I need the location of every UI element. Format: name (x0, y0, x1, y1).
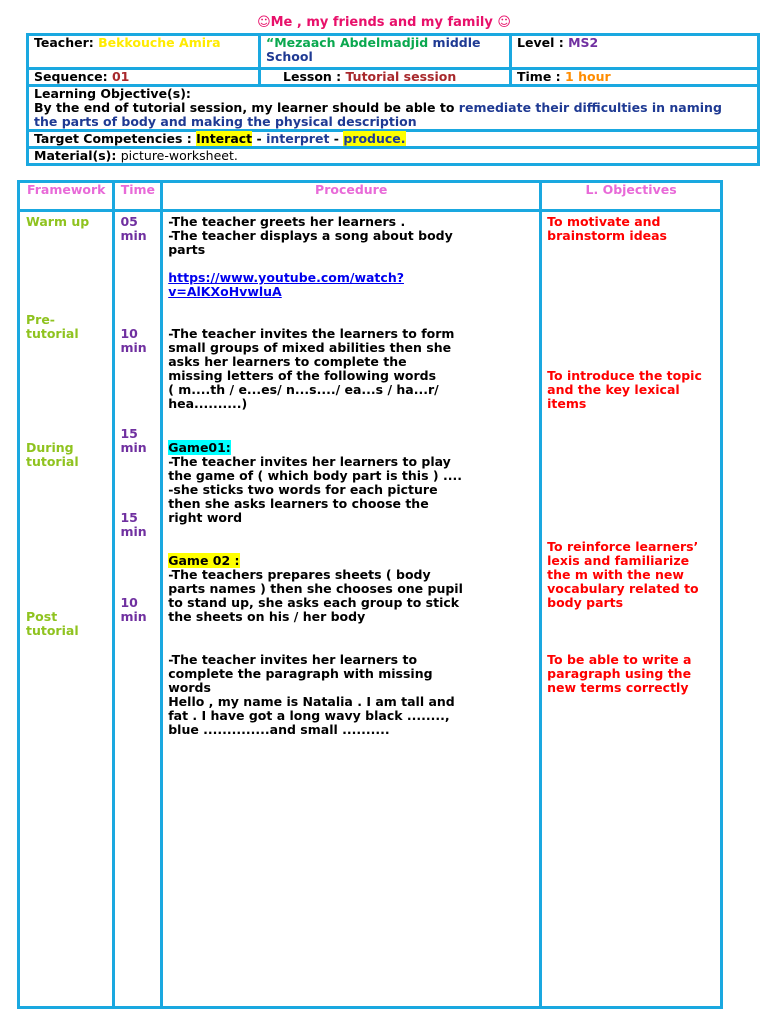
time-pre-tutorial (120, 327, 146, 355)
time-post-tutorial (120, 596, 146, 624)
objective-continuation: the parts of body and making the physical description (34, 114, 417, 129)
procedure-table (17, 180, 723, 1009)
procedure-line: asks her learners to complete the (168, 354, 407, 369)
procedure-line: -she sticks two words for each picture (168, 482, 438, 497)
procedure-line: -The teachers prepares sheets ( body (168, 567, 431, 582)
procedure-line: missing letters of the following words (168, 368, 437, 383)
procedure-line: -The teacher greets her learners . (168, 214, 406, 229)
objective-line: lexis and familiarize (547, 553, 690, 568)
time-value: 10 (120, 326, 138, 341)
procedure-line: -The teacher invites her learners to play (168, 454, 451, 469)
sequence-value: 01 (111, 69, 130, 84)
objective-warm-up (547, 215, 667, 243)
level-label: Level : (517, 35, 569, 50)
competency-separator: - (329, 131, 344, 146)
level-cell (511, 35, 759, 69)
stage-label-line: During (26, 440, 74, 455)
time-value: 15 (120, 510, 138, 525)
objectives-column (541, 211, 722, 1008)
procedure-line: the sheets on his / her body (168, 609, 366, 624)
level-value: MS2 (568, 35, 599, 50)
objective-line: To motivate and (547, 214, 661, 229)
stage-label-line: Pre- (26, 312, 55, 327)
stage-during-tutorial (26, 441, 79, 469)
time-value: 15 (120, 426, 138, 441)
procedure-line: parts names ) then she chooses one pupil (168, 581, 463, 596)
time-value: 1 hour (565, 69, 611, 84)
framework-column (19, 211, 114, 1008)
procedure-line: hea..........) (168, 396, 248, 411)
stage-pre-tutorial (26, 313, 79, 341)
game-02-title: Game 02 : (168, 553, 240, 568)
sequence-label: Sequence: (34, 69, 112, 84)
objective-label: Learning Objective(s): (34, 86, 191, 101)
objective-line: the m with the new (547, 567, 684, 582)
procedure-game-02 (168, 554, 463, 624)
teacher-name: Bekkouche Amira (98, 35, 221, 50)
procedure-line: -The teacher displays a song about body (168, 228, 453, 243)
lesson-value: Tutorial session (345, 69, 457, 84)
procedure-line: -The teacher invites her learners to (168, 652, 418, 667)
objective-line: vocabulary related to (547, 581, 699, 596)
objective-text: By the end of tutorial session, my learner should be able to (34, 100, 459, 115)
time-cell (511, 69, 759, 86)
sequence-cell (28, 69, 260, 86)
youtube-link-continuation[interactable]: v=AlKXoHvwluA (168, 284, 282, 299)
time-unit: min (120, 228, 147, 243)
procedure-line: small groups of mixed abilities then she (168, 340, 452, 355)
school-cell (260, 35, 511, 69)
procedure-line: parts (168, 242, 206, 257)
time-label: Time : (517, 69, 566, 84)
objective-line: To be able to write a (547, 652, 692, 667)
competency-produce: produce. (343, 131, 406, 146)
competencies-cell (28, 131, 759, 148)
stage-label-line: tutorial (26, 454, 79, 469)
page-title: ☺Me , my friends and my family ☺ (257, 15, 511, 30)
procedure-line: right word (168, 510, 243, 525)
procedure-line: blue ..............and small .......... (168, 722, 390, 737)
objective-highlight: remediate their difficulties in naming (458, 100, 722, 115)
procedure-line: fat . I have got a long wavy black ........, (168, 708, 450, 723)
time-warm-up (120, 215, 146, 243)
procedure-line: -The teacher invites the learners to form (168, 326, 455, 341)
objectives-header: L. Objectives (541, 182, 722, 211)
objective-line: body parts (547, 595, 624, 610)
youtube-link[interactable]: https://www.youtube.com/watch? (168, 270, 404, 285)
teacher-cell (28, 35, 260, 69)
materials-label: Material(s): (34, 148, 121, 163)
objective-line: paragraph using the (547, 666, 692, 681)
objective-pre-tutorial (547, 369, 702, 411)
time-unit: min (120, 340, 147, 355)
objective-line: To introduce the topic (547, 368, 702, 383)
stage-label-line: tutorial (26, 623, 79, 638)
procedure-game-01 (168, 441, 462, 525)
school-type: middle (428, 35, 481, 50)
objective-line: brainstorm ideas (547, 228, 668, 243)
procedure-line: to stand up, she asks each group to stick (168, 595, 460, 610)
procedure-warm-up (168, 215, 453, 299)
objective-line: new terms correctly (547, 680, 689, 695)
competency-interpret: interpret (266, 131, 330, 146)
time-value: 05 (120, 214, 138, 229)
materials-value: picture-worksheet. (120, 148, 238, 163)
lesson-cell (260, 69, 511, 86)
stage-label-line: Post (26, 609, 58, 624)
stage-warm-up: Warm up (26, 214, 90, 229)
time-game-02 (120, 511, 146, 539)
lesson-label: Lesson : (283, 69, 346, 84)
procedure-line: the game of ( which body part is this ) .... (168, 468, 462, 483)
objective-line: and the key lexical (547, 382, 680, 397)
lesson-header-table (26, 33, 760, 166)
materials-cell (28, 148, 759, 165)
game-01-title: Game01: (168, 440, 231, 455)
procedure-post-tutorial (168, 653, 455, 737)
time-unit: min (120, 609, 147, 624)
time-unit: min (120, 440, 147, 455)
objective-post-tutorial (547, 653, 691, 695)
framework-header: Framework (19, 182, 114, 211)
objective-line: items (547, 396, 587, 411)
procedure-line: then she asks learners to choose the (168, 496, 429, 511)
time-column (114, 211, 162, 1008)
procedure-header: Procedure (162, 182, 541, 211)
school-name: “Mezaach Abdelmadjid (266, 35, 429, 50)
procedure-line: complete the paragraph with missing (168, 666, 433, 681)
procedure-column (162, 211, 541, 1008)
objective-cell (28, 86, 759, 131)
stage-label-line: tutorial (26, 326, 79, 341)
procedure-line: ( m....th / e...es/ n...s..../ ea...s / ha...r/ (168, 382, 439, 397)
objective-during-tutorial (547, 540, 699, 610)
school-word: School (266, 49, 313, 64)
procedure-line: Hello , my name is Natalia . I am tall and (168, 694, 455, 709)
time-value: 10 (120, 595, 138, 610)
teacher-label: Teacher: (34, 35, 99, 50)
stage-post-tutorial (26, 610, 79, 638)
time-game-01 (120, 427, 146, 455)
time-header: Time (114, 182, 162, 211)
competency-interact: Interact (196, 131, 253, 146)
competency-separator: - (252, 131, 267, 146)
competencies-label: Target Competencies : (34, 131, 197, 146)
procedure-line: words (168, 680, 211, 695)
procedure-pre-tutorial (168, 327, 454, 411)
objective-line: To reinforce learners’ (547, 539, 699, 554)
time-unit: min (120, 524, 147, 539)
